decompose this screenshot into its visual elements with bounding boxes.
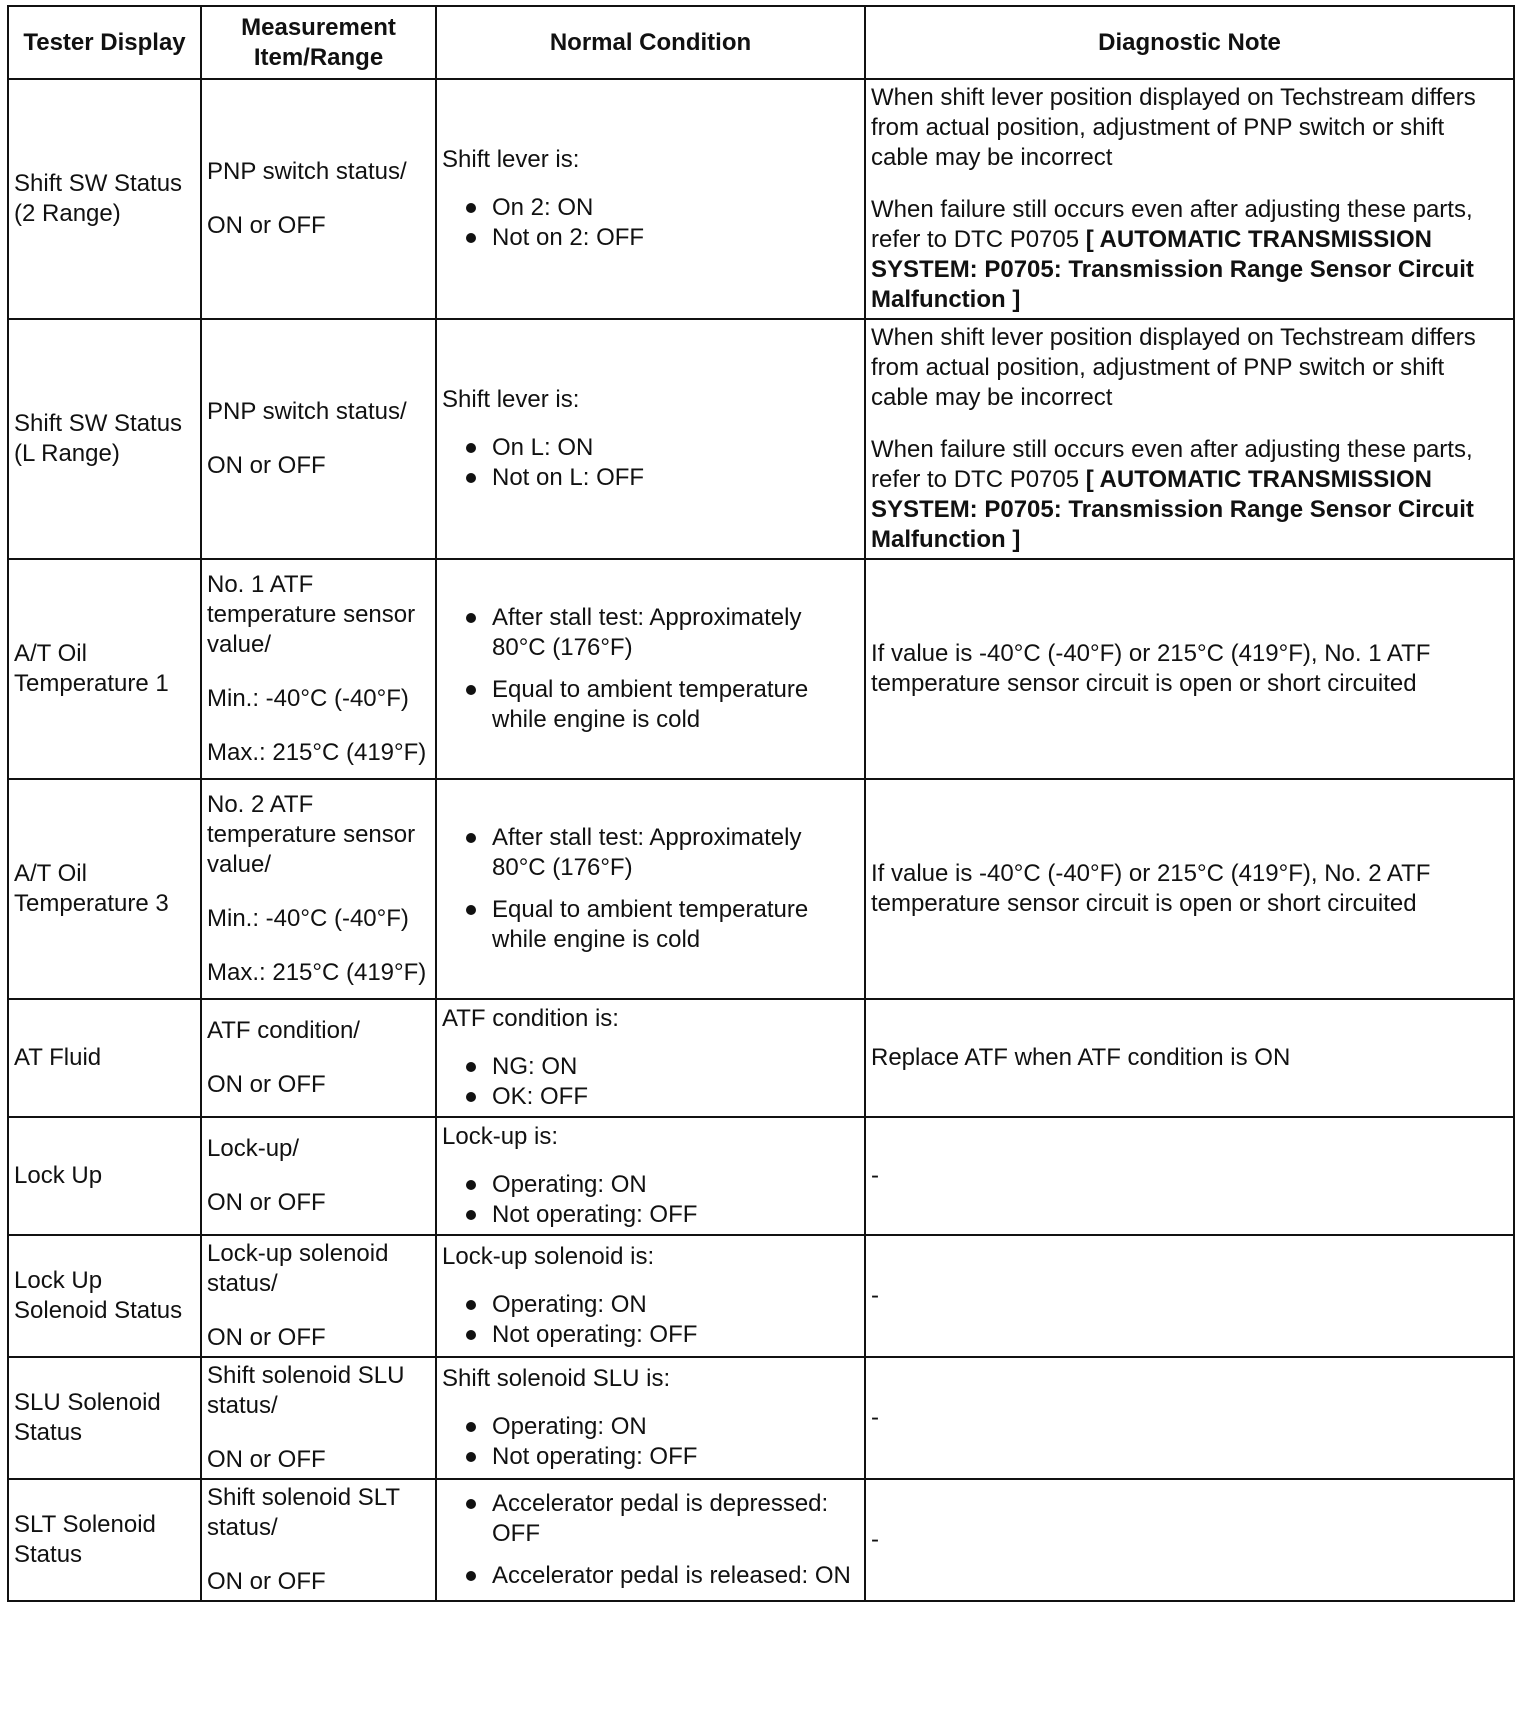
table-row — [8, 319, 1514, 559]
tester-display-text: Shift SW Status — [14, 170, 183, 197]
measurement-text: ON or OFF — [207, 1324, 326, 1351]
normal-condition-cell — [436, 1479, 865, 1601]
measurement-cell — [201, 319, 436, 559]
bullet-item: Equal to ambient temperature while engine is cold — [442, 895, 859, 955]
table-row — [8, 79, 1514, 319]
measurement-cell — [201, 779, 436, 999]
normal-condition-list — [442, 1052, 859, 1112]
measurement-text: ON or OFF — [207, 1568, 326, 1595]
table-header-row — [8, 6, 1514, 79]
normal-condition-list — [442, 1489, 859, 1591]
measurement-text: Min.: -40°C (-40°F) — [207, 685, 409, 712]
diagnostic-note-text: When shift lever position displayed on Techstream differs from actual position, adjustment of PNP switch or shift cable may be incorrect — [871, 84, 1476, 171]
normal-condition-cell — [436, 1117, 865, 1235]
bullet-item: On L: ON — [442, 433, 859, 463]
header-measurement: Measurement Item/Range — [201, 6, 436, 79]
tester-display-cell — [8, 1479, 201, 1601]
measurement-text: ON or OFF — [207, 1189, 326, 1216]
diagnostic-note-cell — [865, 319, 1514, 559]
normal-condition-cell — [436, 1235, 865, 1357]
tester-display-text: A/T Oil — [14, 860, 87, 887]
tester-display-cell — [8, 779, 201, 999]
measurement-text: Lock-up solenoid status/ — [207, 1240, 389, 1297]
diagnostic-note-text: When shift lever position displayed on Techstream differs from actual position, adjustment of PNP switch or shift cable may be incorrect — [871, 324, 1476, 411]
table-row — [8, 1357, 1514, 1479]
tester-display-cell — [8, 1235, 201, 1357]
diagnostic-note-text: If value is -40°C (-40°F) or 215°C (419°F), No. 2 ATF temperature sensor circuit is open or short circuited — [871, 860, 1431, 917]
normal-condition-list — [442, 1170, 859, 1230]
measurement-text: ON or OFF — [207, 1071, 326, 1098]
bullet-item: Equal to ambient temperature while engine is cold — [442, 675, 859, 735]
measurement-cell — [201, 999, 436, 1117]
bullet-item: Accelerator pedal is released: ON — [442, 1561, 859, 1591]
dtc-reference-link[interactable]: [ AUTOMATIC TRANSMISSION SYSTEM: P0705: Transmission Range Sensor Circuit Malfunction ] — [871, 466, 1474, 553]
normal-condition-list — [442, 193, 859, 253]
normal-condition-list — [442, 433, 859, 493]
bullet-item: Not operating: OFF — [442, 1442, 859, 1472]
table-row — [8, 999, 1514, 1117]
normal-condition-cell — [436, 999, 865, 1117]
normal-condition-cell — [436, 559, 865, 779]
tester-display-text: A/T Oil — [14, 640, 87, 667]
table-row — [8, 1235, 1514, 1357]
diagnostic-note-text: If value is -40°C (-40°F) or 215°C (419°F), No. 1 ATF temperature sensor circuit is open or short circuited — [871, 640, 1431, 697]
measurement-text: Max.: 215°C (419°F) — [207, 959, 427, 986]
normal-condition-list — [442, 1412, 859, 1472]
normal-condition-intro: ATF condition is: — [442, 1005, 619, 1032]
bullet-item: Accelerator pedal is depressed: OFF — [442, 1489, 859, 1549]
normal-condition-intro: Shift lever is: — [442, 146, 580, 173]
tester-display-text: (2 Range) — [14, 200, 121, 227]
measurement-text: Min.: -40°C (-40°F) — [207, 905, 409, 932]
tester-display-text: Temperature 1 — [14, 670, 169, 697]
diagnostic-note-cell — [865, 1479, 1514, 1601]
tester-display-text: (L Range) — [14, 440, 120, 467]
measurement-text: Shift solenoid SLT status/ — [207, 1484, 400, 1541]
table-row — [8, 559, 1514, 779]
diagnostic-note-cell — [865, 779, 1514, 999]
tester-display-text: Lock Up — [14, 1267, 103, 1294]
bullet-item: Not on L: OFF — [442, 463, 859, 493]
bullet-item: After stall test: Approximately 80°C (176°F) — [442, 823, 859, 883]
measurement-cell — [201, 559, 436, 779]
bullet-item: Not operating: OFF — [442, 1200, 859, 1230]
bullet-item: Operating: ON — [442, 1290, 859, 1320]
bullet-item: After stall test: Approximately 80°C (176°F) — [442, 603, 859, 663]
bullet-item: On 2: ON — [442, 193, 859, 223]
diagnostic-note-cell — [865, 1117, 1514, 1235]
diagnostic-note-text: Replace ATF when ATF condition is ON — [871, 1044, 1291, 1071]
normal-condition-intro: Lock-up is: — [442, 1123, 559, 1150]
diagnostic-note-text: - — [871, 1162, 879, 1189]
tester-display-text: AT Fluid — [14, 1044, 102, 1071]
measurement-text: Lock-up/ — [207, 1135, 300, 1162]
header-tester-display: Tester Display — [8, 6, 201, 79]
reference-prefix: When failure still occurs even after adjusting these parts, refer to DTC P0705 — [871, 436, 1473, 493]
normal-condition-list — [442, 823, 859, 955]
tester-display-cell — [8, 319, 201, 559]
diagnostic-note-reference — [871, 435, 1508, 555]
table-row — [8, 1117, 1514, 1235]
table-row — [8, 1479, 1514, 1601]
dtc-reference-link[interactable]: [ AUTOMATIC TRANSMISSION SYSTEM: P0705: Transmission Range Sensor Circuit Malfunction ] — [871, 226, 1474, 313]
measurement-cell — [201, 1479, 436, 1601]
normal-condition-cell — [436, 1357, 865, 1479]
tester-display-cell — [8, 999, 201, 1117]
tester-display-text: Lock Up — [14, 1162, 103, 1189]
tester-display-text: SLT Solenoid — [14, 1511, 156, 1538]
measurement-text: ON or OFF — [207, 1446, 326, 1473]
measurement-text: ON or OFF — [207, 212, 326, 239]
normal-condition-list — [442, 603, 859, 735]
diagnostic-note-cell — [865, 559, 1514, 779]
measurement-cell — [201, 1357, 436, 1479]
measurement-text: Shift solenoid SLU status/ — [207, 1362, 405, 1419]
measurement-text: PNP switch status/ — [207, 158, 407, 185]
reference-prefix: When failure still occurs even after adjusting these parts, refer to DTC P0705 — [871, 196, 1473, 253]
normal-condition-cell — [436, 79, 865, 319]
diagnostic-note-cell — [865, 1235, 1514, 1357]
bullet-item: Operating: ON — [442, 1170, 859, 1200]
tester-display-text: Solenoid Status — [14, 1297, 183, 1324]
tester-display-text: Status — [14, 1541, 83, 1568]
bullet-item: NG: ON — [442, 1052, 859, 1082]
normal-condition-intro: Shift solenoid SLU is: — [442, 1365, 671, 1392]
diagnostic-note-cell — [865, 79, 1514, 319]
tester-display-text: Status — [14, 1419, 83, 1446]
bullet-item: OK: OFF — [442, 1082, 859, 1112]
tester-display-cell — [8, 79, 201, 319]
tester-display-cell — [8, 1117, 201, 1235]
measurement-cell — [201, 1117, 436, 1235]
normal-condition-list — [442, 1290, 859, 1350]
measurement-cell — [201, 1235, 436, 1357]
header-diagnostic-note: Diagnostic Note — [865, 6, 1514, 79]
diagnostic-note-text: - — [871, 1282, 879, 1309]
normal-condition-cell — [436, 779, 865, 999]
normal-condition-intro: Lock-up solenoid is: — [442, 1243, 655, 1270]
normal-condition-intro: Shift lever is: — [442, 386, 580, 413]
measurement-cell — [201, 79, 436, 319]
measurement-text: No. 1 ATF temperature sensor value/ — [207, 571, 416, 658]
bullet-item: Operating: ON — [442, 1412, 859, 1442]
measurement-text: No. 2 ATF temperature sensor value/ — [207, 791, 416, 878]
data-list-table — [7, 5, 1515, 1602]
tester-display-cell — [8, 1357, 201, 1479]
diagnostic-note-cell — [865, 999, 1514, 1117]
table-row — [8, 779, 1514, 999]
bullet-item: Not on 2: OFF — [442, 223, 859, 253]
measurement-text: ON or OFF — [207, 452, 326, 479]
diagnostic-note-reference — [871, 195, 1508, 315]
diagnostic-note-text: - — [871, 1526, 879, 1553]
normal-condition-cell — [436, 319, 865, 559]
measurement-text: PNP switch status/ — [207, 398, 407, 425]
diagnostic-note-cell — [865, 1357, 1514, 1479]
tester-display-cell — [8, 559, 201, 779]
measurement-text: Max.: 215°C (419°F) — [207, 739, 427, 766]
diagnostic-note-text: - — [871, 1404, 879, 1431]
header-normal-condition: Normal Condition — [436, 6, 865, 79]
measurement-text: ATF condition/ — [207, 1017, 360, 1044]
tester-display-text: Temperature 3 — [14, 890, 169, 917]
bullet-item: Not operating: OFF — [442, 1320, 859, 1350]
tester-display-text: Shift SW Status — [14, 410, 183, 437]
tester-display-text: SLU Solenoid — [14, 1389, 161, 1416]
